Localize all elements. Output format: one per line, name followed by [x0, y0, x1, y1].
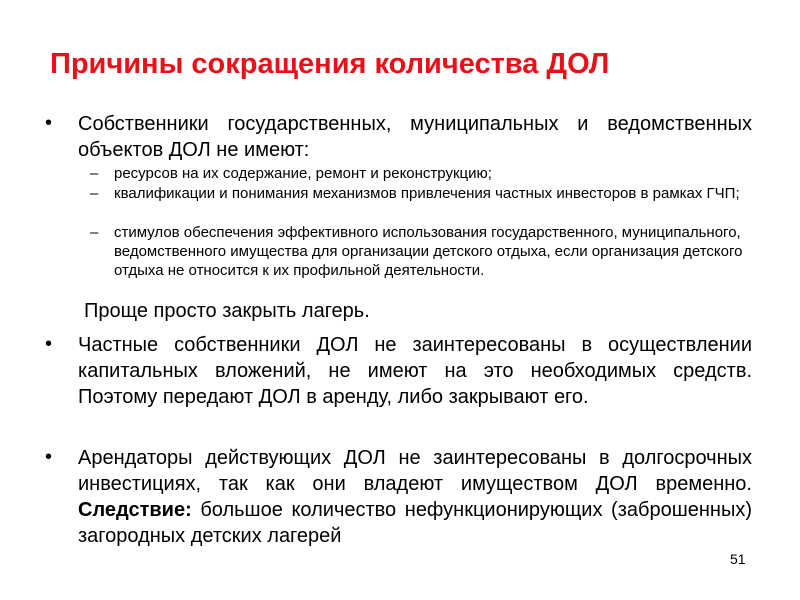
bullet-marker: •	[45, 112, 53, 134]
bullet-3-text-start: Арендаторы действующих ДОЛ не заинтересованы в долгосрочных инвестициях, так как они владеют имуществом ДОЛ временно.	[78, 447, 752, 495]
bullet-3-text	[78, 445, 752, 549]
bullet-1-note: Проще просто закрыть лагерь.	[84, 300, 370, 322]
sub-marker: –	[90, 185, 99, 202]
bullet-3-text-end: большое количество нефункционирующих (заброшенных) загородных детских лагерей	[78, 499, 752, 547]
bullet-1-subitem-2: квалификации и понимания механизмов привлечения частных инвесторов в рамках ГЧП;	[114, 185, 740, 202]
bullet-marker: •	[45, 446, 53, 468]
sub-marker: –	[90, 165, 99, 182]
bullet-1-subitem-1: ресурсов на их содержание, ремонт и реконструкцию;	[114, 165, 492, 182]
bullet-1-subitem-3: стимулов обеспечения эффективного использования государственного, муниципального, ведомственного имущества для организации детского отдыха, если организация детского отдыха не относится к их профильной деятельности.	[114, 224, 743, 279]
bullet-3-consequence-label: Следствие:	[78, 499, 192, 521]
page-number: 51	[730, 551, 746, 567]
slide-title: Причины сокращения количества ДОЛ	[50, 48, 610, 80]
bullet-marker: •	[45, 333, 53, 355]
bullet-1-text: Собственники государственных, муниципальных и ведомственных объектов ДОЛ не имеют:	[78, 113, 752, 161]
bullet-2-text: Частные собственники ДОЛ не заинтересованы в осуществлении капитальных вложений, не имеют на это необходимых средств. Поэтому передают ДОЛ в аренду, либо закрывают его.	[78, 334, 752, 408]
sub-marker: –	[90, 224, 99, 241]
